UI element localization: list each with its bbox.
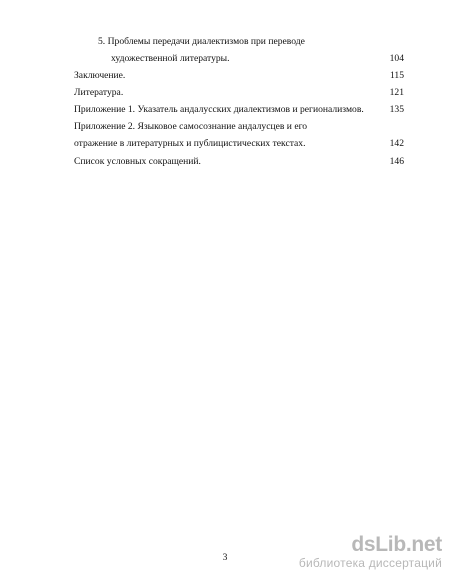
toc-entry-5-title-cont: художественной литературы. [111,53,230,64]
toc-entry-5-title: 5. Проблемы передачи диалектизмов при переводе [98,36,305,47]
page-number: 3 [222,552,228,563]
toc-entry-appendix-2-cont: отражение в литературных и публицистических текстах. [74,138,306,149]
toc-entry-appendix-2-page: 142 [389,138,404,149]
toc-entry-appendix-1-page: 135 [389,104,404,115]
toc-entry-abbreviations: Список условных сокращений. [74,156,201,167]
watermark [292,534,442,570]
toc-entry-conclusion: Заключение. [74,70,126,81]
toc-entry-literature: Литература. [74,87,124,98]
toc-entry-appendix-2: Приложение 2. Языковое самосознание андалусцев и его [74,121,308,132]
toc-entry-abbreviations-page: 146 [389,156,404,167]
toc-entry-literature-page: 121 [389,87,404,98]
watermark-subtitle: библиотека диссертаций [298,556,442,570]
toc-entry-5-page: 104 [389,53,404,64]
watermark-logo: dsLib.net [351,533,442,556]
toc-entry-appendix-1: Приложение 1. Указатель андалусских диалектизмов и регионализмов. [74,104,364,115]
toc-entry-conclusion-page: 115 [389,70,404,81]
